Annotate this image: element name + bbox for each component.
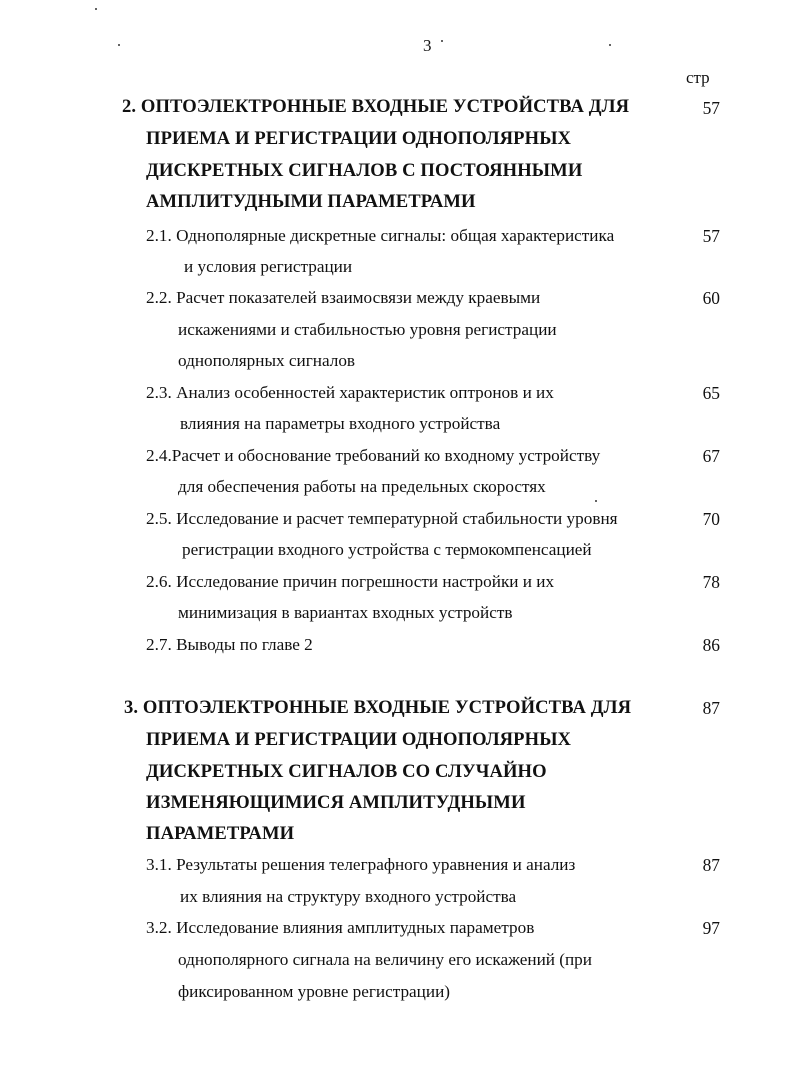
chapter-title-line: ПРИЕМА И РЕГИСТРАЦИИ ОДНОПОЛЯРНЫХ <box>146 729 572 750</box>
section-page-number: 57 <box>702 226 720 246</box>
section-line: однополярных сигналов <box>178 351 356 370</box>
section-line: 2.1. Однополярные дискретные сигналы: общая характеристика <box>146 226 615 245</box>
section-line: 2.5. Исследование и расчет температурной стабильности уровня <box>146 509 618 528</box>
section-line: и условия регистрации <box>184 257 353 276</box>
page-number: 3 <box>423 36 432 55</box>
chapter-title-line: 2. ОПТОЭЛЕКТРОННЫЕ ВХОДНЫЕ УСТРОЙСТВА ДЛЯ <box>122 96 630 117</box>
section-line: 2.6. Исследование причин погрешности настройки и их <box>146 572 555 591</box>
section-page-number: 60 <box>702 288 720 308</box>
section-page-number: 67 <box>702 446 720 466</box>
chapter-title-line: ПАРАМЕТРАМИ <box>146 823 295 844</box>
chapter-title-line: ИЗМЕНЯЮЩИМИСЯ АМПЛИТУДНЫМИ <box>146 792 526 813</box>
scan-speck <box>595 500 597 502</box>
section-page-number: 87 <box>702 855 720 875</box>
section-line: искажениями и стабильностью уровня регистрации <box>178 320 557 339</box>
section-line: влияния на параметры входного устройства <box>180 414 501 433</box>
section-page-number: 78 <box>702 572 720 592</box>
chapter-title-line: АМПЛИТУДНЫМИ ПАРАМЕТРАМИ <box>146 191 476 212</box>
scan-speck <box>609 44 611 46</box>
scan-speck <box>441 40 443 42</box>
section-line: минимизация в вариантах входных устройств <box>178 603 513 622</box>
section-line: 3.2. Исследование влияния амплитудных параметров <box>146 918 535 937</box>
section-page-number: 97 <box>702 918 720 938</box>
scan-speck <box>95 8 97 10</box>
chapter-page-number: 57 <box>702 98 720 118</box>
chapter-title-line: ДИСКРЕТНЫХ СИГНАЛОВ СО СЛУЧАЙНО <box>146 761 547 782</box>
chapter-title-line: ДИСКРЕТНЫХ СИГНАЛОВ С ПОСТОЯННЫМИ <box>146 160 583 181</box>
section-line: 2.7. Выводы по главе 2 <box>146 635 313 654</box>
section-line: регистрации входного устройства с термокомпенсацией <box>182 540 592 559</box>
chapter-title-line: 3. ОПТОЭЛЕКТРОННЫЕ ВХОДНЫЕ УСТРОЙСТВА ДЛЯ <box>124 697 632 718</box>
section-line: 3.1. Результаты решения телеграфного уравнения и анализ <box>146 855 576 874</box>
section-page-number: 70 <box>702 509 720 529</box>
page-column-header: стр <box>686 68 710 87</box>
section-line: 2.3. Анализ особенностей характеристик оптронов и их <box>146 383 554 402</box>
section-page-number: 86 <box>702 635 720 655</box>
scan-speck <box>118 44 120 46</box>
chapter-page-number: 87 <box>702 698 720 718</box>
chapter-title-line: ПРИЕМА И РЕГИСТРАЦИИ ОДНОПОЛЯРНЫХ <box>146 128 572 149</box>
section-line: для обеспечения работы на предельных скоростях <box>178 477 546 496</box>
section-line: 2.2. Расчет показателей взаимосвязи между краевыми <box>146 288 541 307</box>
section-page-number: 65 <box>702 383 720 403</box>
section-line: их влияния на структуру входного устройства <box>180 887 517 906</box>
section-line: однополярного сигнала на величину его искажений (при <box>178 950 592 969</box>
section-line: 2.4.Расчет и обоснование требований ко входному устройству <box>146 446 601 465</box>
section-line: фиксированном уровне регистрации) <box>178 982 451 1001</box>
